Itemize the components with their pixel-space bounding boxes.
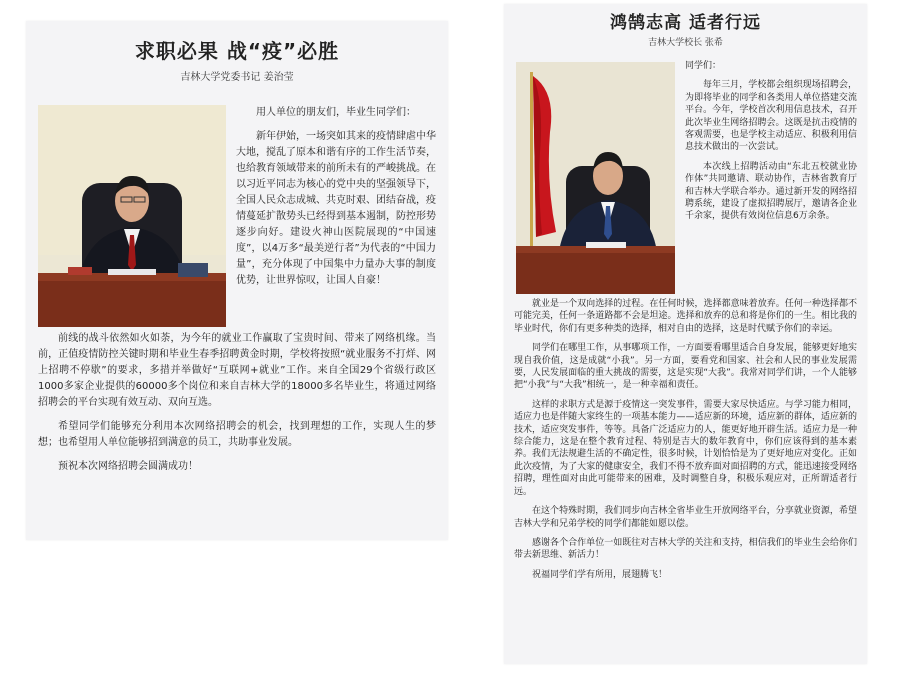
right-paragraph-4: 同学们在哪里工作，从事哪项工作，一方面要看哪里适合自身发展，能够更好地实现自我价值，这是成就“小我”。另一方面，要看党和国家、社会和人民的事业发展需要，人民发展面临的重大挑战的需要，这是实现“大我”。我常对同学们讲，一个人能够把“小我”与“大我”相统一，是一种幸福和责任。 <box>514 343 857 391</box>
right-article-byline: 吉林大学校长 张希 <box>648 38 723 48</box>
left-article-title: 求职必果 战“疫”必胜 <box>134 39 340 63</box>
right-paragraph-5: 这样的求职方式是源于疫情这一突发事件，需要大家尽快适应。与学习能力相同，适应力也是伴随大家终生的一项基本能力——适应新的环境，适应新的群体，适应新的技术，适应突发事件，等等。具备广泛适应力的人，能更好地开辟生活。适应力是一种综合能力，这是在整个教育过程、特别是吉大的数年教育中，你们应该得到的基本素养。我们无法规避生活的不确定性，很多时候，计划恰恰是为了更好地应对变化。正如此次疫情，为了大家的健康安全，我们不得不放弃面对面招聘的方式，能迅速接受网络招聘，理性面对由此可能带来的困难，及时调整自身，积极乐观应对，正所谓适者行远。 <box>514 399 857 497</box>
left-paragraph-2: 前线的战斗依然如火如荼，为今年的就业工作赢取了宝贵时间、带来了网络机缘。当前，正值疫情防控关键时期和毕业生春季招聘黄金时期，学校将按照“就业服务不打烊、网上招聘不停歇”的要求，多措并举做好“互联网+就业”工作。来自全国29个省级行政区1000多家企业提供的60000多个岗位和来自吉林大学的18000多名毕业生，将通过网络招聘会的平台实现有效互动、双向互选。 <box>38 333 436 408</box>
right-paragraph-salutation: 同学们： <box>685 61 722 71</box>
official-portrait-image <box>38 105 226 327</box>
left-paragraph-1: 新年伊始，一场突如其来的疫情肆虐中华大地，搅乱了原本和谐有序的工作生活节奏，也给教育领域带来的前所未有的严峻挑战。在以习近平同志为核心的党中央的坚强领导下，全国人民众志成城、共克时艰、团结奋战，疫情蔓延扩散势头已经得到基本遏制，防控形势逐步向好。建设火神山医院展现的“中国速度”，以4万多“最美逆行者”为代表的“中国力量”，充分体现了中国集中力量办大事的制度优势，让世界惊叹，让国人自豪！ <box>236 131 436 286</box>
right-paragraph-closing: 祝福同学们学有所用，展翅腾飞！ <box>532 569 668 580</box>
left-portrait-photo <box>38 105 226 327</box>
right-paragraph-7: 感谢各个合作单位一如既往对吉林大学的关注和支持，相信我们的毕业生会给你们带去新思维、新活力！ <box>514 537 857 561</box>
right-paragraph-2: 本次线上招聘活动由“东北五校就业协作体”共同邀请、联动协作，吉林省教育厅和吉林大学联合举办。通过新开发的网络招聘系统，建设了虚拟招聘展厅，邀请各企业千余家，提供有效岗位信息6万余条。 <box>685 161 857 222</box>
president-portrait-image <box>516 62 675 294</box>
right-paragraph-1: 每年三月，学校都会组织现场招聘会，为即将毕业的同学和各类用人单位搭建交流平台。今年，学校首次利用信息技术，召开此次毕业生网络招聘会。这既是抗击疫情的客观需要，也是学校主动适应、积极利用信息技术做出的一次尝试。 <box>685 80 857 153</box>
left-article <box>26 21 448 540</box>
right-article-title: 鸿鹄志高 适者行远 <box>610 13 761 33</box>
right-paragraph-3: 就业是一个双向选择的过程。在任何时候，选择都意味着放弃。任何一种选择都不可能完美，任何一条道路都不会是坦途。选择和放弃的总和将是你们的一生。相比我的毕业时代，你们有更多种类的选择，相对自由的选择，这是时代赋予你们的幸运。 <box>514 299 857 334</box>
left-paragraph-closing: 预祝本次网络招聘会圆满成功！ <box>58 461 198 472</box>
left-article-byline: 吉林大学党委书记 姜治莹 <box>180 72 294 83</box>
right-paragraph-6: 在这个特殊时期，我们同步向吉林全省毕业生开放网络平台，分享就业资源，希望吉林大学和兄弟学校的同学们都能如愿以偿。 <box>514 506 857 529</box>
right-article <box>504 4 867 664</box>
right-portrait-photo <box>516 62 675 294</box>
left-paragraph-3: 希望同学们能够充分利用本次网络招聘会的机会，找到理想的工作，实现人生的梦想；也希望用人单位能够招到满意的员工，共助事业发展。 <box>38 421 436 448</box>
left-paragraph-salutation: 用人单位的朋友们，毕业生同学们： <box>256 107 416 118</box>
